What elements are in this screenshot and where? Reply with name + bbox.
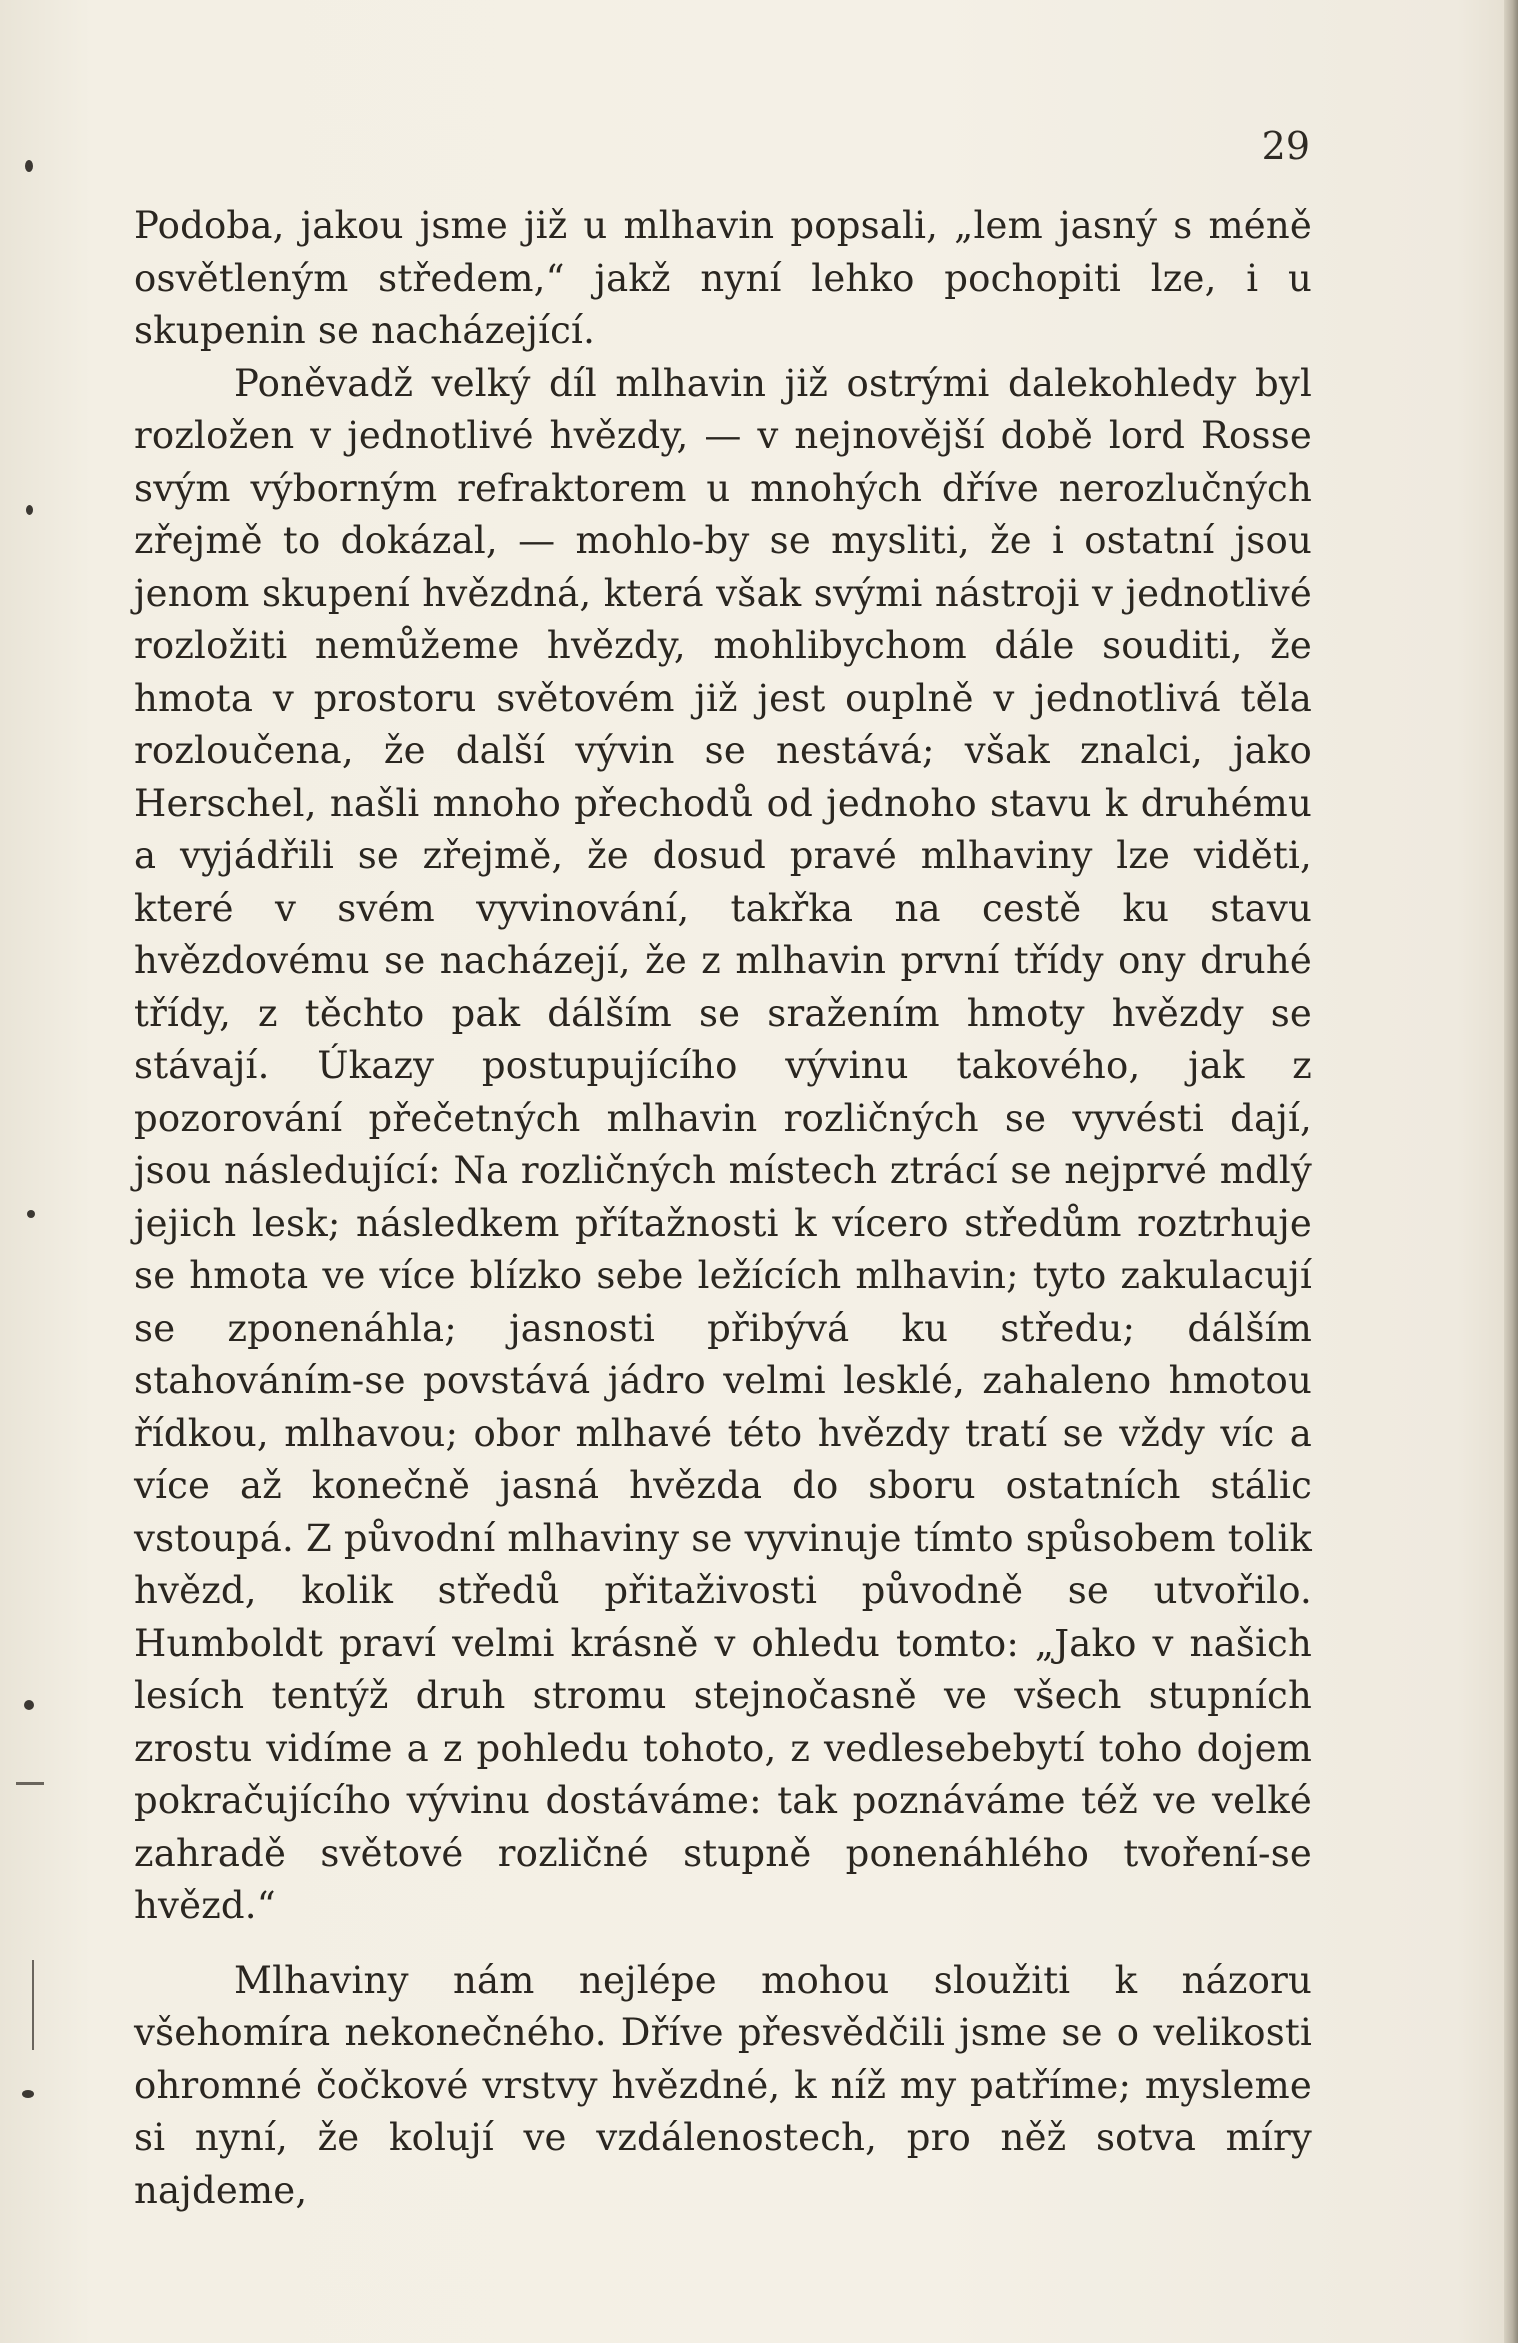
body-text — [134, 200, 1312, 2217]
paragraph-2: Poněvadž velký díl mlhavin již ostrými dalekohledy byl rozložen v jednotlivé hvězdy, — v nejnovější době lord Rosse svým výborným refraktorem u mnohých dříve nerozlučných zřejmě to dokázal, — mohlo-by se mysliti, že i ostatní jsou jenom skupení hvězdná, která však svými nástroji v jednotlivé rozložiti nemůžeme hvězdy, mohlibychom dále souditi, že hmota v prostoru světovém již jest ouplně v jednotlivá těla rozloučena, že další vývin se nestává; však znalci, jako Herschel, našli mnoho přechodů od jednoho stavu k druhému a vyjádřili se zřejmě, že dosud pravé mlhaviny lze viděti, které v svém vyvinování, takřka na cestě ku stavu hvězdovému se nacházejí, že z mlhavin první třídy ony druhé třídy, z těchto pak dálším se sražením hmoty hvězdy se stávají. Úkazy postupujícího vývinu takového, jak z pozorování přečetných mlhavin rozličných se vyvésti dají, jsou následující: Na rozličných místech ztrácí se nejprvé mdlý jejich lesk; následkem přítažnosti k vícero středům roztrhuje se hmota ve více blízko sebe ležících mlhavin; tyto zakulacují se zponenáhla; jasnosti přibývá ku středu; dálším stahováním-se povstává jádro velmi lesklé, zahaleno hmotou řídkou, mlhavou; obor mlhavé této hvězdy tratí se vždy víc a více až konečně jasná hvězda do sboru ostatních stálic vstoupá. Z původní mlhaviny se vyvinuje tímto spůsobem tolik hvězd, kolik středů přitaživosti původně se utvořilo. Humboldt praví velmi krásně v ohledu tomto: „Jako v našich lesích tentýž druh stromu stejnočasně ve všech stupních zrostu vidíme a z pohledu tohoto, z vedlesebebytí toho dojem pokračujícího vývinu dostáváme: tak poznáváme též ve velké zahradě světové rozličné stupně ponenáhlého tvoření-se hvězd.“ — [134, 361, 1312, 1927]
paragraph-1: Podoba, jakou jsme již u mlhavin popsali, „lem jasný s méně osvětleným středem,“ jakž nyní lehko pochopiti lze, i u skupenin se nacházející. — [134, 204, 1312, 352]
margin-speck — [25, 160, 33, 172]
page-edge-shadow — [1504, 0, 1518, 2343]
margin-speck — [22, 2090, 34, 2098]
margin-smudge — [16, 1782, 44, 1785]
margin-speck — [27, 1210, 35, 1218]
margin-speck — [26, 505, 33, 515]
paragraph-3: Mlhaviny nám nejlépe mohou sloužiti k názoru všehomíra nekonečného. Dříve přesvědčili jsme se o velikosti ohromné čočkové vrstvy hvězdné, k níž my patříme; mysleme si nyní, že kolují ve vzdálenostech, pro něž sotva míry najdeme, — [134, 1958, 1312, 2212]
page-number: 29 — [1261, 124, 1310, 168]
margin-smudge — [32, 1960, 34, 2050]
margin-speck — [24, 1700, 34, 1710]
